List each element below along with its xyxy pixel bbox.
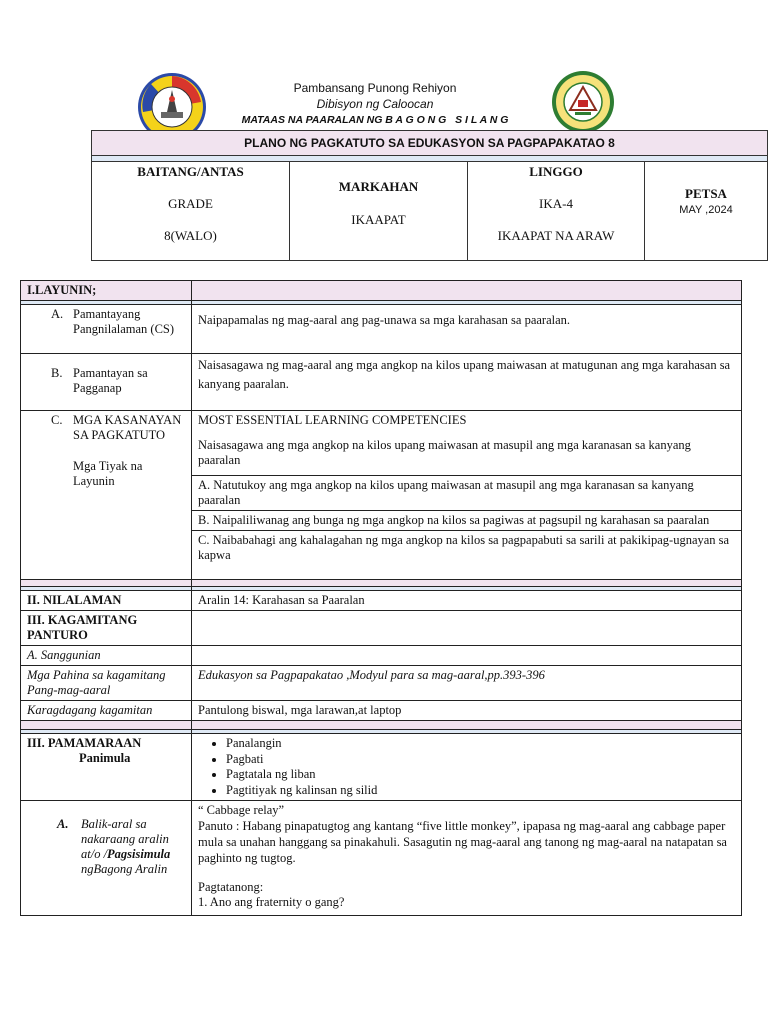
panimula-label: Panimula <box>79 751 131 765</box>
layunin-row <box>21 281 742 301</box>
karagdagan-label: Karagdagang kagamitan <box>21 701 192 721</box>
school-seal <box>551 70 615 134</box>
letter-c: C. <box>51 413 63 427</box>
karagdagan-row <box>21 701 742 721</box>
pagganap-text: Naisasagawa ng mag-aaral ang mga angkop na kilos upang maiwasan at matugunan ang mga karahasan sa kanyang paaralan. <box>198 358 731 391</box>
grade-text: GRADE <box>168 196 213 211</box>
objective-a: A. Natutukoy ang mga angkop na kilos upang maiwasan at masupil ang mga karanasan sa kanyang paaralan <box>192 476 742 511</box>
plan-title-bar <box>91 130 768 156</box>
sanggunian-label: A. Sanggunian <box>21 646 192 666</box>
panuto-text: Panuto : Habang pinapatugtog ang kantang “five little monkey”, ipapasa ng mag-aaral ang cabbage paper mula sa unahan hanggang sa pinakahuli. Sasagutin ng mag-aaral ang tanong ng mag-aaral na natapatan sa paghinto ng tugtog. <box>198 819 727 865</box>
markahan-label: MARKAHAN <box>338 179 419 194</box>
balik-aral-label: Balik-aral sa nakaraang aralin at/o /Pagsisimula ngBagong Aralin <box>81 817 171 876</box>
nilalaman-label: II. NILALAMAN <box>21 591 192 611</box>
school-line: MATAAS NA PAARALAN NG B A G O N G S I L A N G <box>241 114 509 126</box>
layunin-heading: I.LAYUNIN; <box>21 281 192 301</box>
pagganap-label: Pamantayan sa Pagganap <box>73 366 148 395</box>
petsa-value: MAY ,2024 <box>679 204 733 216</box>
letter-b: B. <box>51 366 63 380</box>
pamamaraan-label: III. PAMAMARAAN <box>27 736 142 750</box>
pahina-row <box>21 666 742 701</box>
linggo-label: LINGGO <box>529 164 583 179</box>
list-item: • Pagtatala ng liban <box>226 767 735 783</box>
panimula-list <box>198 736 735 798</box>
markahan-value: IKAAPAT <box>351 212 406 227</box>
tiyak-label: Mga Tiyak na Layunin <box>73 459 143 488</box>
objective-c: C. Naibabahagi ang kahalagahan ng mga angkop na kilos sa pagpapabuti sa sarili at pakikipag-ugnayan sa kapwa <box>192 531 742 580</box>
pahina-label: Mga Pahina sa kagamitang Pang-mag-aaral <box>21 666 192 701</box>
araw-value: IKAAPAT NA ARAW <box>497 228 615 243</box>
melc-text: Naisasagawa ang mga angkop na kilos upang maiwasan at masupil ang mga karanasan sa kanyang paaralan <box>198 438 691 467</box>
list-item: • Pagtitiyak ng kalinsan ng silid <box>226 783 735 799</box>
petsa-label: PETSA <box>685 186 727 201</box>
grade-value: 8(WALO) <box>164 228 217 243</box>
letter-a: A. <box>51 307 64 321</box>
pamantayang-text: Naipapamalas ng mag-aaral ang pag-unawa sa mga karahasan sa paaralan. <box>198 313 571 327</box>
row-b <box>21 354 742 411</box>
cabbage-relay-title: “ Cabbage relay” <box>198 803 285 817</box>
balik-aral-row <box>21 801 742 916</box>
row-c <box>21 411 742 476</box>
pamantayang-label: Pamantayang Pangnilalaman (CS) <box>73 307 175 336</box>
info-grid <box>91 161 768 261</box>
kagamitan-label: III. KAGAMITANG PANTURO <box>27 613 138 642</box>
kasanayan-label: MGA KASANAYAN SA PAGKATUTO <box>73 413 182 442</box>
melc-title: MOST ESSENTIAL LEARNING COMPETENCIES <box>198 413 467 427</box>
pagtatanong-label: Pagtatanong: <box>198 880 264 894</box>
sanggunian-row <box>21 646 742 666</box>
list-item: • Pagbati <box>226 752 735 768</box>
region-line: Pambansang Punong Rehiyon <box>293 81 457 95</box>
question-1: 1. Ano ang fraternity o gang? <box>198 895 345 909</box>
plan-title: PLANO NG PAGKATUTO SA EDUKASYON SA PAGPAPAKATAO 8 <box>244 136 615 150</box>
pahina-text: Edukasyon sa Pagpapakatao ,Modyul para sa mag-aaral,pp.393-396 <box>192 666 742 701</box>
list-item: • Panalangin <box>226 736 735 752</box>
kagamitan-row <box>21 611 742 646</box>
objective-b: B. Naipaliliwanag ang bunga ng mga angkop na kilos sa pagiwas at pagsupil ng karahasan sa paaralan <box>192 511 742 531</box>
linggo-value: IKA-4 <box>539 196 573 211</box>
karagdagan-text: Pantulong biswal, mga larawan,at laptop <box>192 701 742 721</box>
pamamaraan-row <box>21 734 742 801</box>
nilalaman-row <box>21 591 742 611</box>
letter-balik: A. <box>57 817 69 831</box>
baitang-label: BAITANG/ANTAS <box>137 164 244 179</box>
division-line: Dibisyon ng Caloocan <box>316 97 434 111</box>
row-a <box>21 305 742 354</box>
plan-table <box>20 280 742 916</box>
nilalaman-text: Aralin 14: Karahasan sa Paaralan <box>192 591 742 611</box>
